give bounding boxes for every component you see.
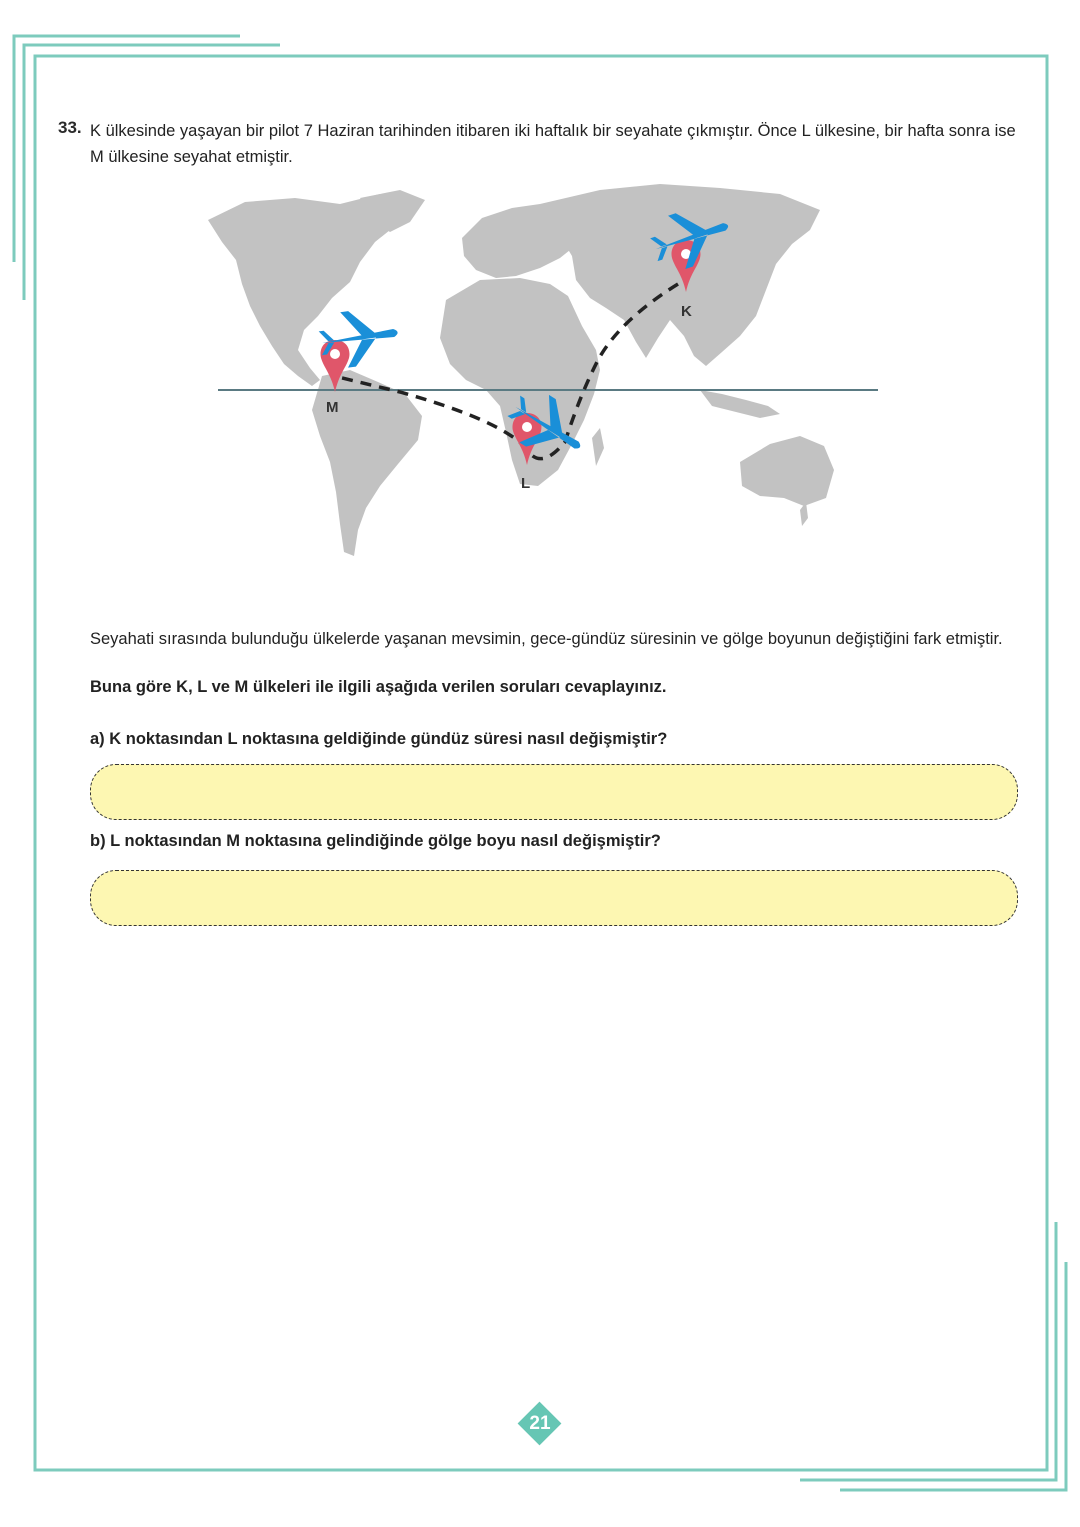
label-m: M [326,399,339,416]
world-map-figure [200,180,890,570]
indonesia [700,390,780,418]
africa [440,278,600,486]
new-zealand [800,502,808,526]
instruction-text: Buna göre K, L ve M ülkeleri ile ilgili aşağıda verilen soruları cevaplayınız. [90,678,667,696]
madagascar [592,428,604,466]
question-number: 33. [58,118,82,137]
sub-question-a: a) K noktasından L noktasına geldiğinde gündüz süresi nasıl değişmiştir? [90,730,668,748]
label-k: K [681,303,692,320]
observation-text: Seyahati sırasında bulunduğu ülkelerde yaşanan mevsimin, gece-gündüz süresinin ve gölge boyunun değiştiğini fark etmiştir. [90,630,1003,648]
page-number: 21 [529,1413,551,1434]
page-number-badge [518,1402,562,1446]
answer-box-a[interactable] [90,764,1018,820]
north-america [208,194,405,386]
sub-question-b: b) L noktasından M noktasına gelindiğinde gölge boyu nasıl değişmiştir? [90,832,661,850]
continents [208,184,834,556]
label-l: L [521,475,531,492]
world-map [200,180,890,575]
question-intro: K ülkesinde yaşayan bir pilot 7 Haziran tarihinden itibaren iki haftalık bir seyahate çıkmıştır. Önce L ülkesine, bir hafta sonra ise M ülkesine seyahat etmiştir. [90,122,1016,166]
south-america [312,370,422,556]
australia [740,436,834,506]
answer-box-b[interactable] [90,870,1018,926]
